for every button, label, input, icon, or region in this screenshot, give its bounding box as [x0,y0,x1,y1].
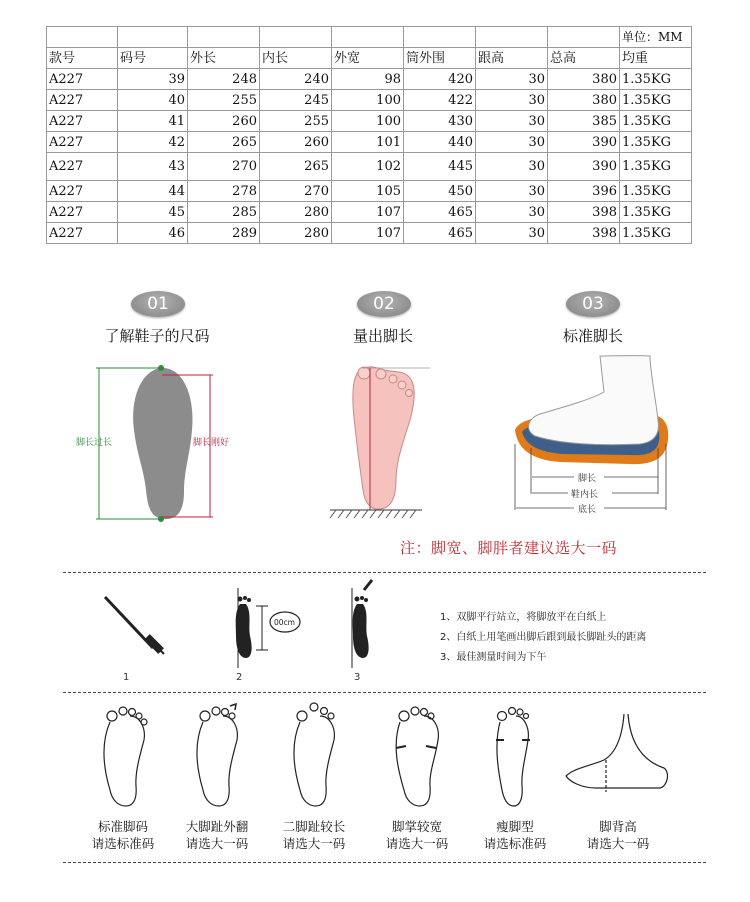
label-foot-over: 脚长过长 [76,438,113,448]
table-cell: 44 [118,181,188,202]
table-cell: 255 [260,111,332,132]
label-foot-fit: 脚长刚好 [193,438,230,448]
table-cell: A227 [47,223,118,244]
table-cell: 101 [332,132,404,153]
table-cell: 278 [188,181,260,202]
table-cell: 390 [548,132,620,153]
table-cell: 1.35KG [620,69,692,90]
table-cell: 30 [476,69,548,90]
instruction-1: 1、双脚平行站立，将脚放平在白纸上 [440,612,607,623]
step-3-badge: 03 [566,291,620,317]
instruction-3: 3、最佳测量时间为下午 [440,652,547,663]
table-cell: 445 [404,153,476,181]
table-cell: 40 [118,90,188,111]
foot-type-thin [460,818,570,852]
table-cell: 30 [476,181,548,202]
table-cell: 30 [476,132,548,153]
table-cell: 450 [404,181,476,202]
foot-outline-bunion [197,716,237,806]
table-cell: A227 [47,69,118,90]
table-cell: A227 [47,132,118,153]
table-cell: 46 [118,223,188,244]
divider [63,862,706,863]
col-header: 外宽 [332,48,404,69]
unit-label: 单位：MM [620,27,692,48]
table-cell: A227 [47,202,118,223]
table-cell: 265 [188,132,260,153]
foot-type-advice: 请选大一码 [586,836,650,851]
foot-type-wide [362,818,472,852]
foot-outline-standard [104,716,144,806]
step-1-badge: 01 [131,291,185,317]
foot-type-advice: 请选大一码 [385,836,449,851]
table-cell: 39 [118,69,188,90]
table-cell: 265 [260,153,332,181]
table-cell: 30 [476,223,548,244]
ruler-text: 00cm [274,618,295,627]
table-cell: 245 [260,90,332,111]
table-cell: 398 [548,202,620,223]
table-cell: A227 [47,181,118,202]
table-cell: 107 [332,202,404,223]
table-cell: 1.35KG [620,202,692,223]
table-cell: A227 [47,90,118,111]
table-cell: A227 [47,111,118,132]
table-cell: 396 [548,181,620,202]
table-cell: 289 [188,223,260,244]
col-header: 总高 [548,48,620,69]
table-cell: 255 [188,90,260,111]
col-header: 内长 [260,48,332,69]
table-cell: 100 [332,111,404,132]
foot-type-name: 大脚趾外翻 [185,819,249,834]
table-cell: 30 [476,153,548,181]
foot-type-advice: 请选标准码 [483,836,547,851]
step-3-title: 标准脚长 [562,327,623,345]
col-header: 均重 [620,48,692,69]
foot-outline-thin [497,716,528,806]
table-cell: 260 [260,132,332,153]
table-cell: 102 [332,153,404,181]
label-foot-length: 脚长 [578,474,597,484]
measure-step-1-label: 1 [123,672,130,683]
table-cell: 41 [118,111,188,132]
table-cell: 30 [476,202,548,223]
table-cell: 430 [404,111,476,132]
table-cell: 380 [548,69,620,90]
step-2-title: 量出脚长 [352,327,413,345]
table-cell: 98 [332,69,404,90]
table-cell: 398 [548,223,620,244]
col-header: 款号 [47,48,118,69]
foot-type-advice: 请选大一码 [282,836,346,851]
size-note: 注：脚宽、脚胖者建议选大一码 [400,539,618,557]
table-cell: 1.35KG [620,132,692,153]
foot-type-name: 二脚趾较长 [282,819,346,834]
foot-type-advice: 请选标准码 [91,836,155,851]
table-cell: 420 [404,69,476,90]
col-header: 外长 [188,48,260,69]
table-cell: 240 [260,69,332,90]
table-cell: 380 [548,90,620,111]
col-header: 筒外围 [404,48,476,69]
table-cell: 100 [332,90,404,111]
table-cell: 248 [188,69,260,90]
label-sole-length: 底长 [578,505,597,515]
table-cell: 280 [260,202,332,223]
foot-type-second-toe [259,818,369,852]
foot-type-bunion [162,818,272,852]
instruction-2: 2、白纸上用笔画出脚后跟到最长脚趾头的距离 [440,632,647,643]
foot-type-name: 脚掌较宽 [391,819,442,834]
foot-type-advice: 请选大一码 [185,836,249,851]
table-cell: 422 [404,90,476,111]
table-cell: 285 [188,202,260,223]
table-cell: 45 [118,202,188,223]
step-1-title: 了解鞋子的尺码 [104,327,210,345]
label-inner-length: 鞋内长 [571,490,599,500]
table-cell: 42 [118,132,188,153]
measure-step-2-label: 2 [236,672,243,683]
table-cell: 1.35KG [620,153,692,181]
table-cell: 105 [332,181,404,202]
table-cell: 465 [404,202,476,223]
table-cell: 440 [404,132,476,153]
table-cell: 1.35KG [620,111,692,132]
table-cell: 390 [548,153,620,181]
table-cell: 280 [260,223,332,244]
step-2-badge: 02 [357,291,411,317]
table-cell: 30 [476,111,548,132]
table-cell: 1.35KG [620,181,692,202]
table-cell: 270 [260,181,332,202]
table-cell: 270 [188,153,260,181]
table-cell: A227 [47,153,118,181]
table-cell: 1.35KG [620,90,692,111]
table-cell: 107 [332,223,404,244]
table-cell: 385 [548,111,620,132]
foot-outline-second-toe [294,716,334,806]
table-cell: 43 [118,153,188,181]
table-cell: 1.35KG [620,223,692,244]
table-cell: 260 [188,111,260,132]
col-header: 跟高 [476,48,548,69]
table-cell: 30 [476,90,548,111]
foot-outline-wide [396,716,438,806]
foot-type-name: 脚背高 [599,819,637,834]
measure-step-3-label: 3 [354,672,361,683]
foot-type-high-instep [563,818,673,852]
foot-type-name: 瘦脚型 [496,819,534,834]
foot-type-name: 标准脚码 [97,819,148,834]
foot-outline-high-instep [566,714,667,788]
col-header: 码号 [118,48,188,69]
table-cell: 465 [404,223,476,244]
